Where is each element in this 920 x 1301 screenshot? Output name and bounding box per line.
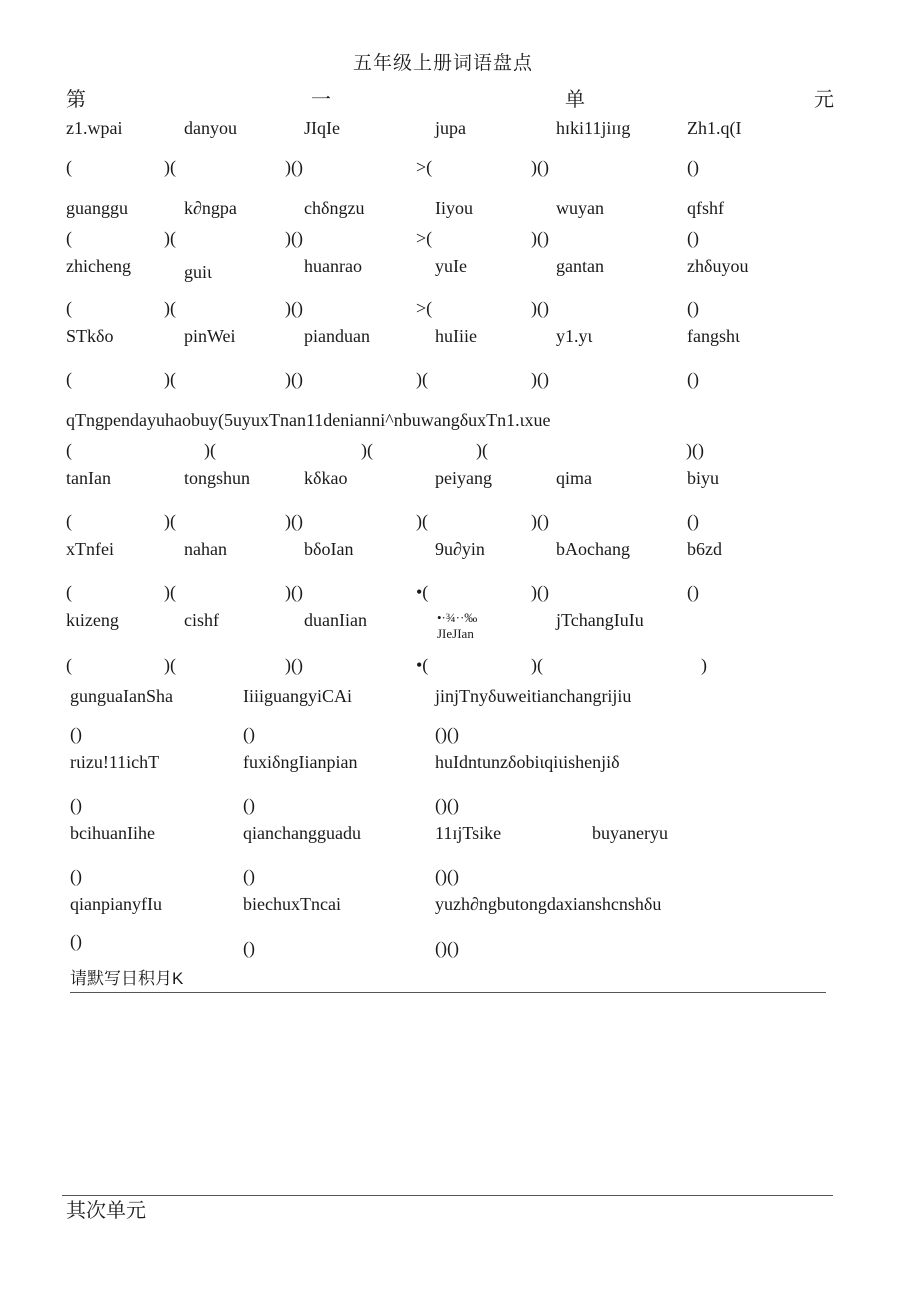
answer-bracket[interactable]: () [687, 228, 699, 248]
pinyin-word: qima [556, 468, 592, 488]
pinyin-word: b6zd [687, 539, 722, 559]
answer-bracket[interactable]: )() [531, 157, 549, 177]
pinyin-word: tongshun [184, 468, 251, 488]
answer-bracket[interactable]: () [70, 931, 82, 951]
answer-bracket[interactable]: >( [416, 298, 433, 318]
answer-bracket[interactable]: ( [66, 655, 72, 675]
answer-bracket[interactable]: )( [164, 511, 176, 531]
answer-bracket[interactable]: ( [66, 511, 72, 531]
pinyin-word: z1.wpai [66, 118, 123, 138]
pinyin-word: nahan [184, 539, 227, 559]
answer-bracket[interactable]: )() [285, 298, 303, 318]
pinyin-word: zhicheng [66, 256, 131, 276]
answer-bracket[interactable]: )() [285, 511, 303, 531]
dictation-prompt: 请默写日积月K [70, 969, 184, 988]
unit1-heading-char-4: 元 [814, 89, 834, 111]
pinyin-word: gantan [556, 256, 604, 276]
pinyin-word: qfshf [687, 198, 724, 218]
page-title: 五年级上册词语盘点 [353, 53, 534, 74]
unit2-heading: 其次单元 [66, 1200, 146, 1222]
pinyin-idiom: rιizu!11ichT [70, 752, 160, 772]
answer-bracket[interactable]: () [243, 866, 255, 886]
answer-bracket[interactable]: () [243, 724, 255, 744]
pinyin-idiom: 11ɪjTsike [435, 823, 502, 843]
pinyin-idiom: qianpianyfIu [70, 894, 162, 914]
pinyin-idiom: huIdntunzδobiιqiιishenjiδ [435, 752, 620, 772]
pinyin-word: bAochang [556, 539, 630, 559]
section-divider [62, 1195, 833, 1196]
pinyin-idiom: bcihuanIihe [70, 823, 155, 843]
answer-bracket[interactable]: )( [204, 440, 216, 460]
answer-bracket[interactable]: )( [416, 369, 428, 389]
pinyin-word: pianduan [304, 326, 370, 346]
answer-bracket[interactable]: )() [285, 228, 303, 248]
pinyin-word: Zh1.q(I [687, 118, 742, 138]
unit1-heading-char-1: 第 [66, 89, 86, 111]
answer-bracket[interactable]: ( [66, 298, 72, 318]
pinyin-word: JIeJIan [437, 626, 474, 641]
answer-bracket[interactable]: () [70, 795, 82, 815]
answer-bracket[interactable]: )() [531, 582, 549, 602]
answer-bracket[interactable]: )() [285, 369, 303, 389]
pinyin-idiom: biechuxTncai [243, 894, 341, 914]
answer-bracket[interactable]: ( [66, 369, 72, 389]
answer-bracket[interactable]: )( [164, 582, 176, 602]
answer-bracket[interactable]: )( [164, 228, 176, 248]
answer-bracket[interactable]: )( [164, 655, 176, 675]
answer-bracket[interactable]: )() [285, 655, 303, 675]
pinyin-idiom: qianchangguadu [243, 823, 361, 843]
answer-bracket[interactable]: )( [361, 440, 373, 460]
answer-bracket[interactable]: ()() [435, 795, 459, 815]
answer-bracket[interactable]: () [70, 866, 82, 886]
pinyin-word: kδkao [304, 468, 348, 488]
answer-bracket[interactable]: )( [531, 655, 543, 675]
pinyin-idiom: gunguaIanSha [70, 686, 173, 706]
answer-bracket[interactable]: ( [66, 228, 72, 248]
answer-bracket[interactable]: )() [531, 228, 549, 248]
answer-bracket[interactable]: () [687, 582, 699, 602]
pinyin-word: danyou [184, 118, 237, 138]
pinyin-word: huIiie [435, 326, 477, 346]
answer-bracket[interactable]: () [687, 298, 699, 318]
pinyin-word: Iiyou [435, 198, 473, 218]
pinyin-word: jTchangIuIu [556, 610, 644, 630]
answer-bracket[interactable]: )( [164, 298, 176, 318]
answer-bracket[interactable]: () [70, 724, 82, 744]
answer-bracket[interactable]: () [243, 938, 255, 958]
pinyin-word: guanggu [66, 198, 128, 218]
pinyin-word: y1.yι [556, 326, 593, 346]
answer-bracket[interactable]: )() [531, 298, 549, 318]
answer-bracket[interactable]: ()() [435, 866, 459, 886]
answer-bracket[interactable]: •( [416, 655, 429, 675]
pinyin-word: hɪki11jiɪɪg [556, 118, 631, 138]
pinyin-word: xTnfei [66, 539, 114, 559]
pinyin-word: yuIe [435, 256, 467, 276]
pinyin-idiom: buyaneryu [592, 823, 668, 843]
pinyin-word: duanIian [304, 610, 367, 630]
answer-bracket[interactable]: )( [476, 440, 488, 460]
answer-bracket[interactable]: ()() [435, 724, 459, 744]
answer-bracket[interactable]: )( [416, 511, 428, 531]
answer-bracket[interactable]: )() [285, 157, 303, 177]
pinyin-word: tanIan [66, 468, 111, 488]
pinyin-word: STkδo [66, 326, 114, 346]
answer-bracket[interactable]: () [687, 511, 699, 531]
pinyin-word: huanrao [304, 256, 362, 276]
answer-bracket[interactable]: )( [164, 369, 176, 389]
pinyin-word: 9u∂yin [435, 539, 485, 559]
unit1-heading-char-2: 一 [311, 89, 331, 111]
pinyin-idiom: fuxiδngIianpian [243, 752, 358, 772]
pinyin-word: kιizeng [66, 610, 119, 630]
pinyin-word: peiyang [435, 468, 492, 488]
unit1-heading-char-3: 单 [565, 89, 585, 111]
pinyin-word: jupa [435, 118, 466, 138]
answer-bracket[interactable]: () [687, 369, 699, 389]
answer-bracket[interactable]: ( [66, 582, 72, 602]
answer-bracket[interactable]: )() [531, 511, 549, 531]
answer-bracket[interactable]: )() [531, 369, 549, 389]
pinyin-word: wuyan [556, 198, 604, 218]
answer-bracket[interactable]: )( [164, 157, 176, 177]
pinyin-word: bδoIan [304, 539, 354, 559]
answer-bracket[interactable]: ) [701, 655, 707, 675]
answer-bracket[interactable]: )() [686, 440, 704, 460]
pinyin-word: zhδuyou [687, 256, 749, 276]
garbled-pinyin: •·¾··‰ [437, 610, 478, 625]
pinyin-idiom: jinjTnyδuweitianchangrijiu [435, 686, 632, 706]
answer-bracket[interactable]: )() [285, 582, 303, 602]
pinyin-word: chδngzu [304, 198, 365, 218]
answer-bracket[interactable]: () [687, 157, 699, 177]
answer-bracket[interactable]: ()() [435, 938, 459, 958]
answer-bracket[interactable]: >( [416, 157, 433, 177]
answer-bracket[interactable]: ( [66, 440, 72, 460]
pinyin-word: fangshι [687, 326, 740, 346]
answer-bracket[interactable]: ( [66, 157, 72, 177]
answer-bracket[interactable]: >( [416, 228, 433, 248]
pinyin-word: biyu [687, 468, 720, 488]
pinyin-phrase: qTngpendayuhaobuy(5uyuxTnan11denianni^nbuwangδuxTn1.ιxue [66, 410, 551, 430]
pinyin-idiom: IiiiguangyiCAi [243, 686, 352, 706]
pinyin-word: guiι [184, 262, 212, 282]
answer-bracket[interactable]: () [243, 795, 255, 815]
pinyin-word: JIqIe [304, 118, 340, 138]
pinyin-word: cishf [184, 610, 219, 630]
pinyin-word: pinWei [184, 326, 236, 346]
pinyin-word: k∂ngpa [184, 198, 237, 218]
pinyin-idiom: yuzh∂ngbutongdaxianshcnshδu [435, 894, 662, 914]
answer-line[interactable] [70, 992, 826, 993]
answer-bracket[interactable]: •( [416, 582, 429, 602]
